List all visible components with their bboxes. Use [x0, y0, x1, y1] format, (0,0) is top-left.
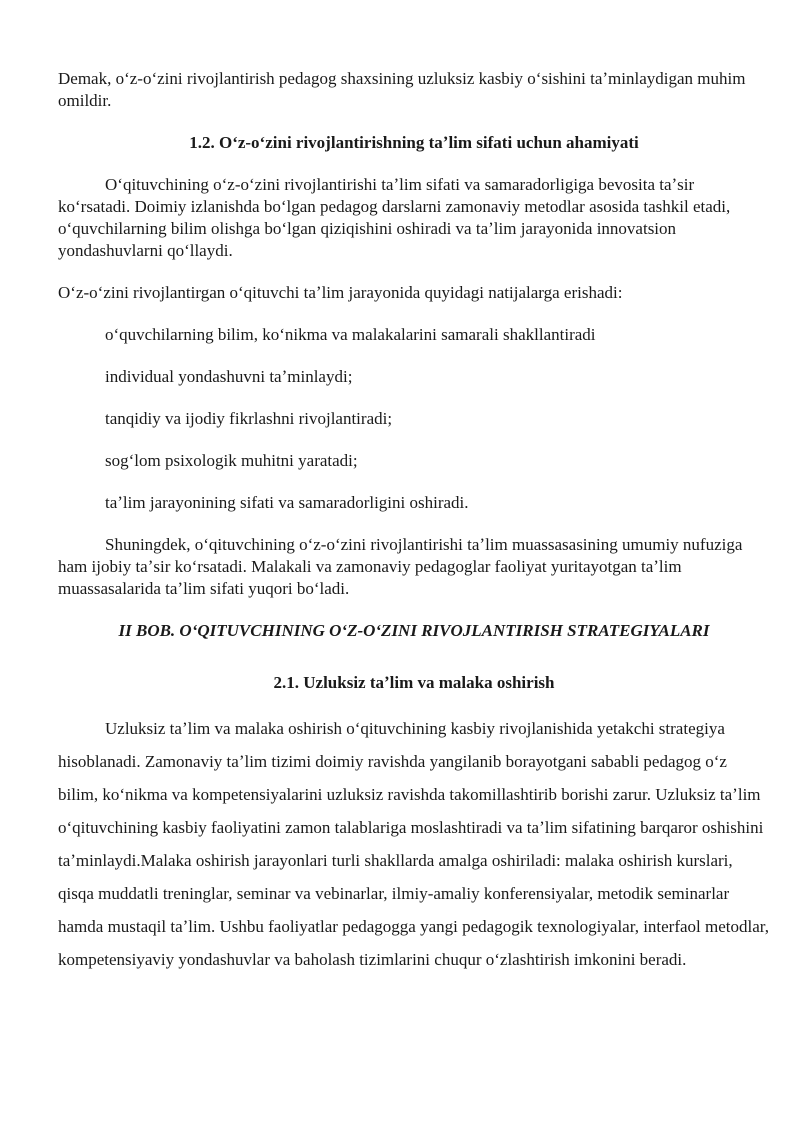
document-page: [58, 68, 770, 976]
list-item: oʻquvchilarning bilim, koʻnikma va malakalarini samarali shakllantiradi: [105, 325, 596, 344]
list-item: tanqidiy va ijodiy fikrlashni rivojlantiradi;: [105, 409, 393, 428]
section-2-1-paragraph-1: Uzluksiz taʼlim va malaka oshirish oʻqituvchining kasbiy rivojlanishida yetakchi strategiya hisoblanadi. Zamonaviy taʼlim tizimi doimiy ravishda yangilanib borayotgani sababli pedagog oʻz bilim, koʻnikma va kompetensiyalarini uzluksiz ravishda takomillashtirib borishi zarur. Uzluksiz taʼlim oʻqituvchining kasbiy faoliyatini zamon talablariga moslashtiradi va taʼlim sifatining barqaror oshishini taʼminlaydi.Malaka oshirish jarayonlari turli shakllarda amalga oshiriladi: malaka oshirish kurslari, qisqa muddatli treninglar, seminar va vebinarlar, ilmiy-amaliy konferensiyalar, metodik seminarlar hamda mustaqil taʼlim. Ushbu faoliyatlar pedagogga yangi pedagogik texnologiyalar, interfaol metodlar, kompetensiyaviy yondashuvlar va baholash tizimlarini chuqur oʻzlashtirish imkonini beradi.: [58, 719, 770, 969]
section-1-2-paragraph-1: Oʻqituvchining oʻz-oʻzini rivojlantirishi taʼlim sifati va samaradorligiga bevosita taʼsir koʻrsatadi. Doimiy izlanishda boʻlgan pedagog darslarni zamonaviy metodlar asosida tashkil etadi, oʻquvchilarning bilim olishga boʻlgan qiziqishini oshiradi va taʼlim jarayonida innovatsion yondashuvlarni qoʻllaydi.: [58, 175, 731, 260]
list-item: sogʻlom psixologik muhitni yaratadi;: [105, 451, 358, 470]
section-heading-2-1: 2.1. Uzluksiz taʼlim va malaka oshirish: [273, 673, 555, 692]
section-heading-1-2: 1.2. Oʻz-oʻzini rivojlantirishning taʼlim sifati uchun ahamiyati: [189, 133, 639, 152]
intro-paragraph: Demak, oʻz-oʻzini rivojlantirish pedagog shaxsining uzluksiz kasbiy oʻsishini taʼminlaydigan muhim omildir.: [58, 69, 746, 110]
chapter-title: II BOB. OʻQITUVCHINING OʻZ-OʻZINI RIVOJLANTIRISH STRATEGIYALARI: [118, 621, 710, 640]
list-item: individual yondashuvni taʼminlaydi;: [105, 367, 353, 386]
list-item: taʼlim jarayonining sifati va samaradorligini oshiradi.: [105, 493, 469, 512]
list-intro: Oʻz-oʻzini rivojlantirgan oʻqituvchi taʼlim jarayonida quyidagi natijalarga erishadi:: [58, 283, 623, 302]
section-1-2-paragraph-2: Shuningdek, oʻqituvchining oʻz-oʻzini rivojlantirishi taʼlim muassasasining umumiy nufuziga ham ijobiy taʼsir koʻrsatadi. Malakali va zamonaviy pedagoglar faoliyat yuritayotgan taʼlim muassasalarida taʼlim sifati yuqori boʻladi.: [58, 535, 743, 598]
